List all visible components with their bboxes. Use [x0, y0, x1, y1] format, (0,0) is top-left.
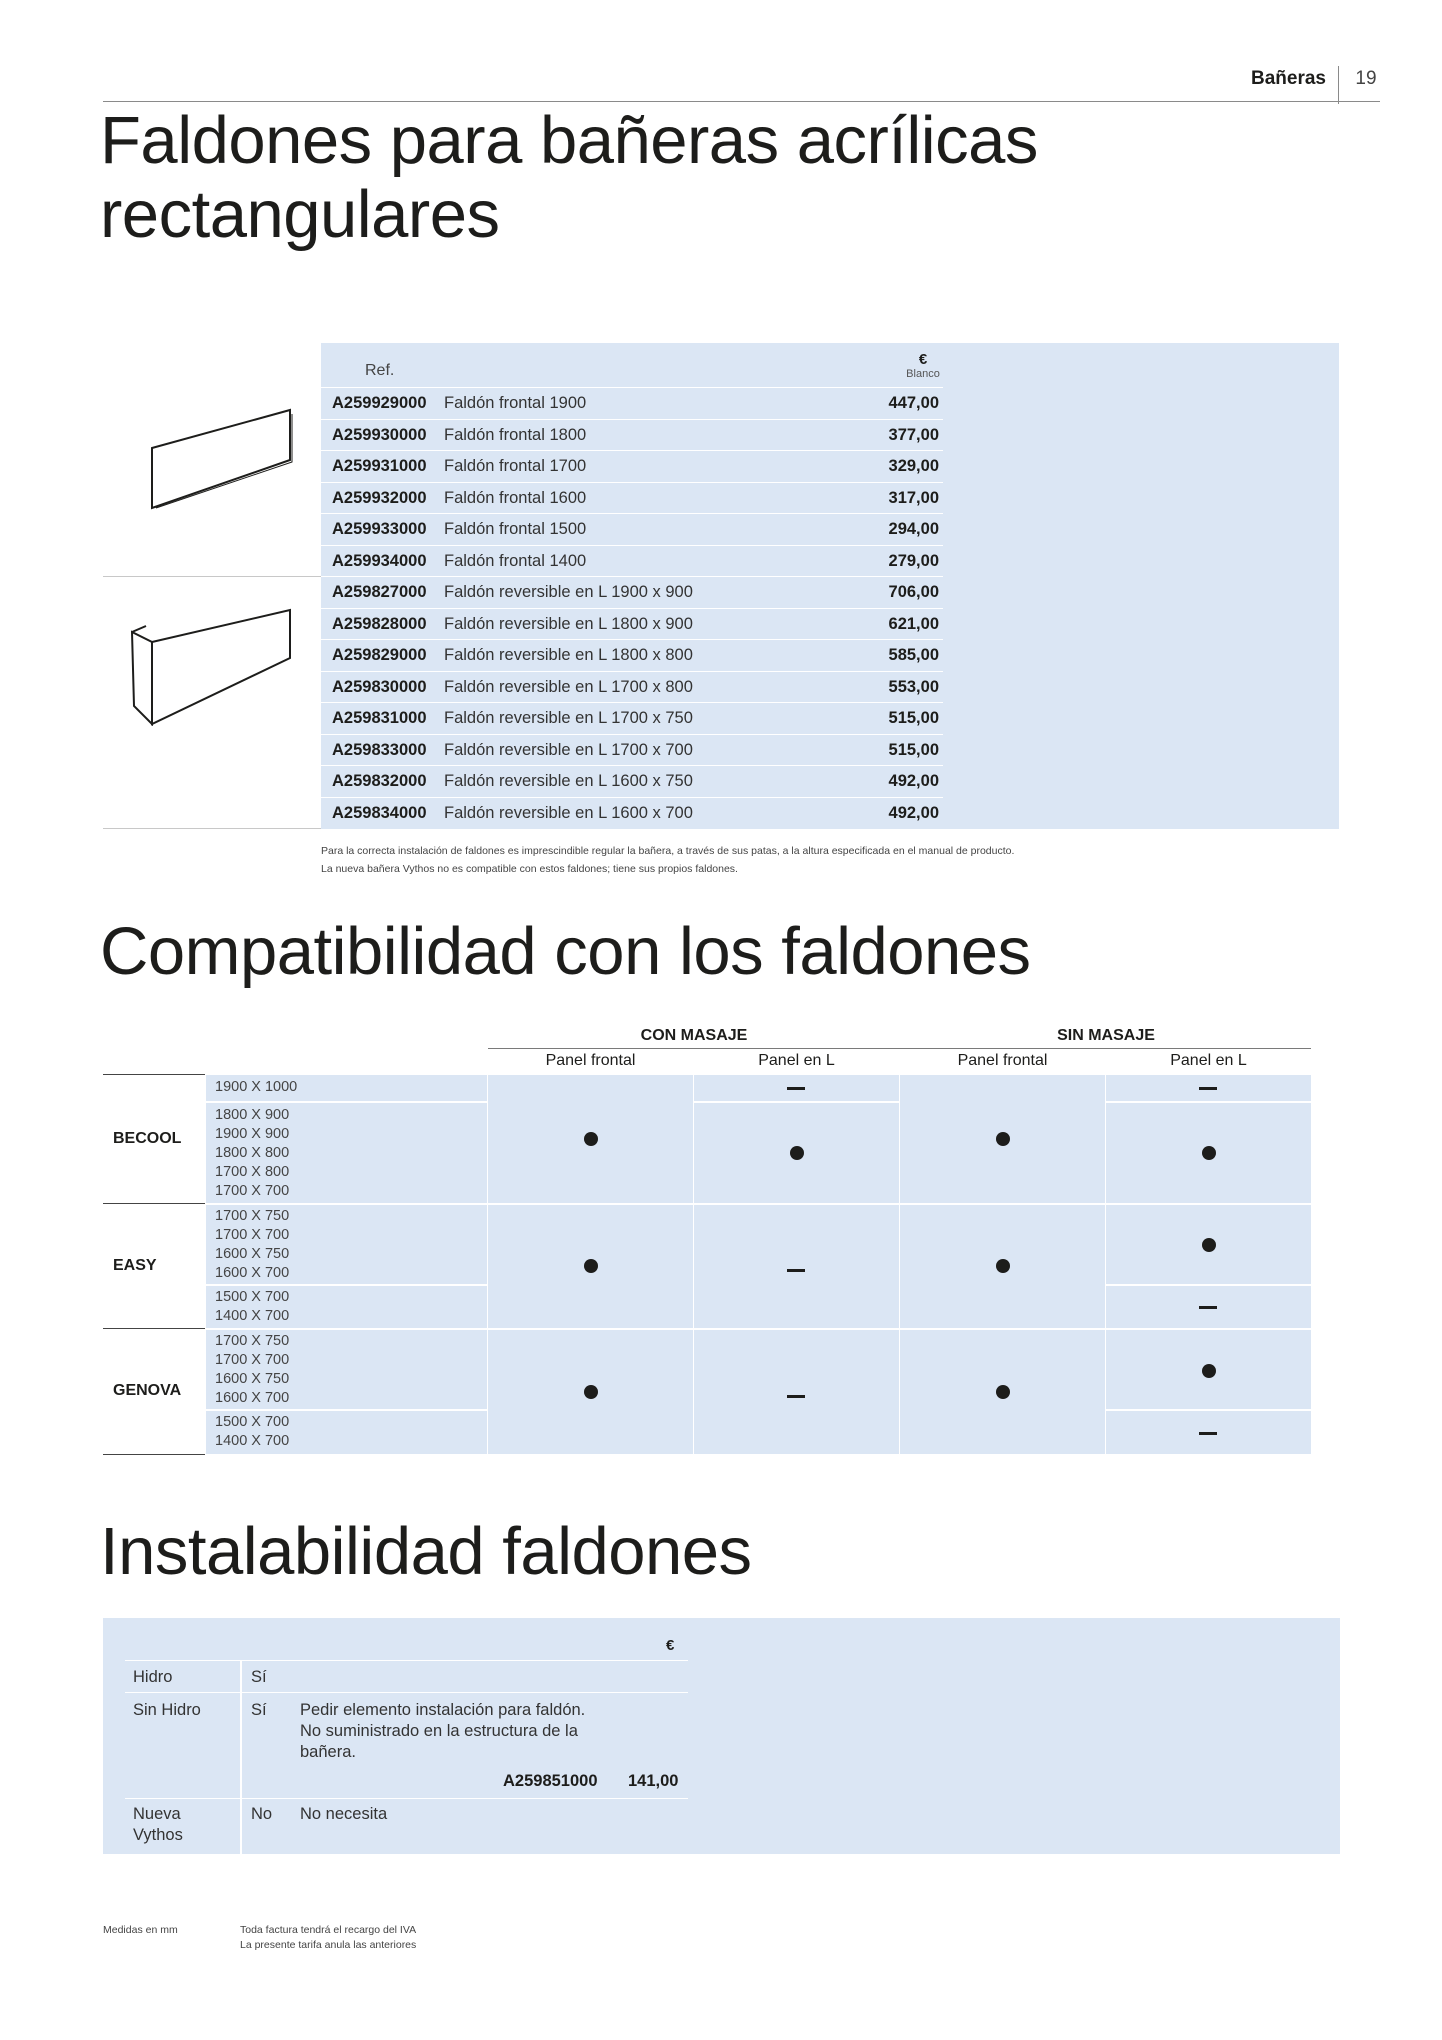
product-code: A259830000 [332, 677, 427, 696]
product-description: Faldón reversible en L 1600 x 750 [444, 772, 693, 790]
compatible-mark [584, 1385, 598, 1399]
product-price: 621,00 [888, 614, 939, 633]
install-currency: € [666, 1637, 675, 1654]
product-code: A259929000 [332, 394, 427, 412]
price-row [321, 639, 943, 671]
size-item: 1500 X 700 [215, 1289, 290, 1305]
product-code: A259827000 [332, 583, 427, 601]
install-title: Instalabilidad faldones [100, 1514, 752, 1589]
incompatible-mark [1199, 1432, 1217, 1435]
product-code: A259831000 [332, 709, 427, 727]
product-price: 553,00 [888, 677, 939, 696]
size-list [215, 1413, 289, 1451]
footer-tax-note: Toda factura tendrá el recargo del IVA [240, 1924, 417, 1936]
compatible-mark [1202, 1238, 1216, 1252]
install-code: A259851000 [503, 1772, 598, 1790]
product-description: Faldón frontal 1600 [444, 488, 587, 507]
product-price: 377,00 [888, 425, 939, 444]
price-row [321, 734, 943, 766]
size-list [215, 1207, 289, 1283]
group-rule [488, 1048, 1311, 1049]
size-item: 1600 X 750 [215, 1371, 290, 1387]
compatible-mark [996, 1385, 1010, 1399]
front-skirt-image [140, 400, 300, 520]
install-table [103, 1618, 1340, 1854]
compat-title: Compatibilidad con los faldones [100, 914, 1031, 989]
install-name: Nueva Vythos [133, 1805, 183, 1844]
size-item: 1900 X 1000 [215, 1079, 298, 1095]
install-price: 141,00 [628, 1772, 679, 1790]
product-description: Faldón reversible en L 1700 x 800 [444, 677, 693, 696]
size-item: 1600 X 700 [215, 1265, 290, 1281]
incompatible-mark [1199, 1087, 1217, 1090]
price-row [321, 450, 943, 482]
col-panel-en-l: Panel en L [1170, 1052, 1247, 1069]
product-description: Faldón reversible en L 1700 x 700 [444, 740, 693, 759]
footer-validity-note: La presente tarifa anula las anteriores [240, 1939, 417, 1951]
col-panel-frontal: Panel frontal [957, 1052, 1048, 1069]
size-item: 1500 X 700 [215, 1414, 290, 1430]
size-item: 1600 X 700 [215, 1390, 290, 1406]
size-item: 1800 X 800 [215, 1145, 290, 1161]
size-item: 1900 X 900 [215, 1126, 290, 1142]
product-code: A259930000 [332, 425, 427, 444]
size-item: 1400 X 700 [215, 1308, 290, 1324]
product-code: A259833000 [332, 740, 427, 759]
product-description: Faldón reversible en L 1700 x 750 [444, 709, 693, 727]
product-code: A259832000 [332, 772, 427, 790]
product-description: Faldón frontal 1500 [444, 520, 587, 538]
size-list [215, 1288, 289, 1326]
install-value: Sí [251, 1701, 267, 1719]
product-price: 329,00 [888, 457, 939, 475]
product-description: Faldón reversible en L 1900 x 900 [444, 583, 693, 601]
section-name: Bañeras [1251, 68, 1326, 89]
group-sin-masaje: SIN MASAJE [1057, 1027, 1155, 1044]
size-item: 1800 X 900 [215, 1107, 290, 1123]
compatible-mark [790, 1146, 804, 1160]
product-code: A259931000 [332, 457, 427, 475]
price-row [321, 797, 943, 829]
row-rule [125, 1798, 688, 1799]
product-description: Faldón frontal 1800 [444, 425, 587, 444]
footer-units: Medidas en mm [103, 1924, 178, 1936]
product-description: Faldón frontal 1900 [444, 394, 587, 412]
col-panel-en-l: Panel en L [758, 1052, 835, 1069]
l-skirt-image [126, 606, 306, 726]
product-description: Faldón reversible en L 1600 x 700 [444, 803, 693, 822]
page-number: 19 [1355, 68, 1377, 89]
price-row [321, 671, 943, 703]
product-description: Faldón frontal 1400 [444, 551, 587, 570]
compatible-mark [1202, 1146, 1216, 1160]
image-divider [103, 576, 321, 577]
product-description: Faldón frontal 1700 [444, 457, 587, 475]
size-item: 1700 X 750 [215, 1208, 290, 1224]
install-name: Sin Hidro [133, 1701, 201, 1719]
row-rule [125, 1660, 688, 1661]
price-row [321, 576, 943, 608]
series-rule [103, 1074, 205, 1075]
size-item: 1600 X 750 [215, 1246, 290, 1262]
product-price: 447,00 [888, 394, 939, 412]
size-list [215, 1332, 289, 1408]
product-code: A259829000 [332, 646, 427, 664]
install-value: No [251, 1805, 273, 1823]
size-item: 1700 X 800 [215, 1164, 290, 1180]
price-row [321, 513, 943, 545]
product-code: A259933000 [332, 520, 427, 538]
header-divider [1338, 66, 1339, 104]
install-note: No necesita [300, 1805, 388, 1823]
series-becool: BECOOL [113, 1130, 182, 1147]
product-price: 279,00 [888, 551, 939, 570]
size-item: 1700 X 750 [215, 1333, 290, 1349]
price-row [321, 545, 943, 577]
column-rule [240, 1661, 242, 1854]
incompatible-mark [787, 1269, 805, 1272]
series-easy: EASY [113, 1257, 157, 1274]
series-rule [103, 1203, 205, 1204]
compatible-mark [584, 1259, 598, 1273]
col-panel-frontal: Panel frontal [545, 1052, 636, 1069]
price-row [321, 702, 943, 734]
row-rule [125, 1692, 688, 1693]
finish-header: Blanco [906, 368, 940, 380]
incompatible-mark [787, 1395, 805, 1398]
product-code: A259934000 [332, 551, 427, 570]
header-rule [103, 101, 1380, 102]
product-price: 585,00 [888, 646, 939, 664]
product-code: A259834000 [332, 803, 427, 822]
product-code: A259932000 [332, 488, 427, 507]
cell-block [694, 1205, 899, 1328]
product-price: 515,00 [888, 740, 939, 759]
product-description: Faldón reversible en L 1800 x 900 [444, 614, 693, 633]
image-divider [103, 828, 321, 829]
group-con-masaje: CON MASAJE [640, 1027, 748, 1044]
install-name: Hidro [133, 1668, 173, 1686]
price-row [321, 608, 943, 640]
size-list [215, 1078, 297, 1097]
size-item: 1700 X 700 [215, 1227, 290, 1243]
compatible-mark [584, 1132, 598, 1146]
size-item: 1700 X 700 [215, 1183, 290, 1199]
incompatible-mark [787, 1087, 805, 1090]
install-value: Sí [251, 1668, 267, 1686]
size-item: 1700 X 700 [215, 1352, 290, 1368]
product-description: Faldón reversible en L 1800 x 800 [444, 646, 693, 664]
price-row [321, 482, 943, 514]
product-price: 492,00 [888, 772, 939, 790]
series-genova: GENOVA [113, 1382, 182, 1399]
series-rule [103, 1454, 205, 1455]
product-price: 706,00 [888, 583, 939, 601]
product-price: 294,00 [888, 520, 939, 538]
install-note: Pedir elemento instalación para faldón. No suministrado en la estructura de la bañera. [300, 1701, 586, 1761]
cell-block [694, 1330, 899, 1454]
note-line: Para la correcta instalación de faldones es imprescindible regular la bañera, a través de sus patas, a la altura especificada en el manual de producto. [321, 845, 1015, 857]
product-price: 492,00 [888, 803, 939, 822]
size-list [215, 1106, 289, 1201]
page-title: Faldones para bañeras acrílicas rectangulares [100, 103, 1038, 252]
ref-header: Ref. [365, 362, 395, 379]
note-line: La nueva bañera Vythos no es compatible con estos faldones; tiene sus propios faldones. [321, 863, 738, 875]
compatible-mark [996, 1259, 1010, 1273]
compatible-mark [996, 1132, 1010, 1146]
price-row [321, 765, 943, 797]
product-code: A259828000 [332, 614, 427, 633]
price-row [321, 419, 943, 451]
product-price: 317,00 [888, 488, 939, 507]
price-row [321, 387, 943, 419]
size-item: 1400 X 700 [215, 1433, 290, 1449]
compatible-mark [1202, 1364, 1216, 1378]
incompatible-mark [1199, 1306, 1217, 1309]
currency-header: € [918, 351, 928, 368]
product-price: 515,00 [888, 709, 939, 727]
series-rule [103, 1328, 205, 1329]
